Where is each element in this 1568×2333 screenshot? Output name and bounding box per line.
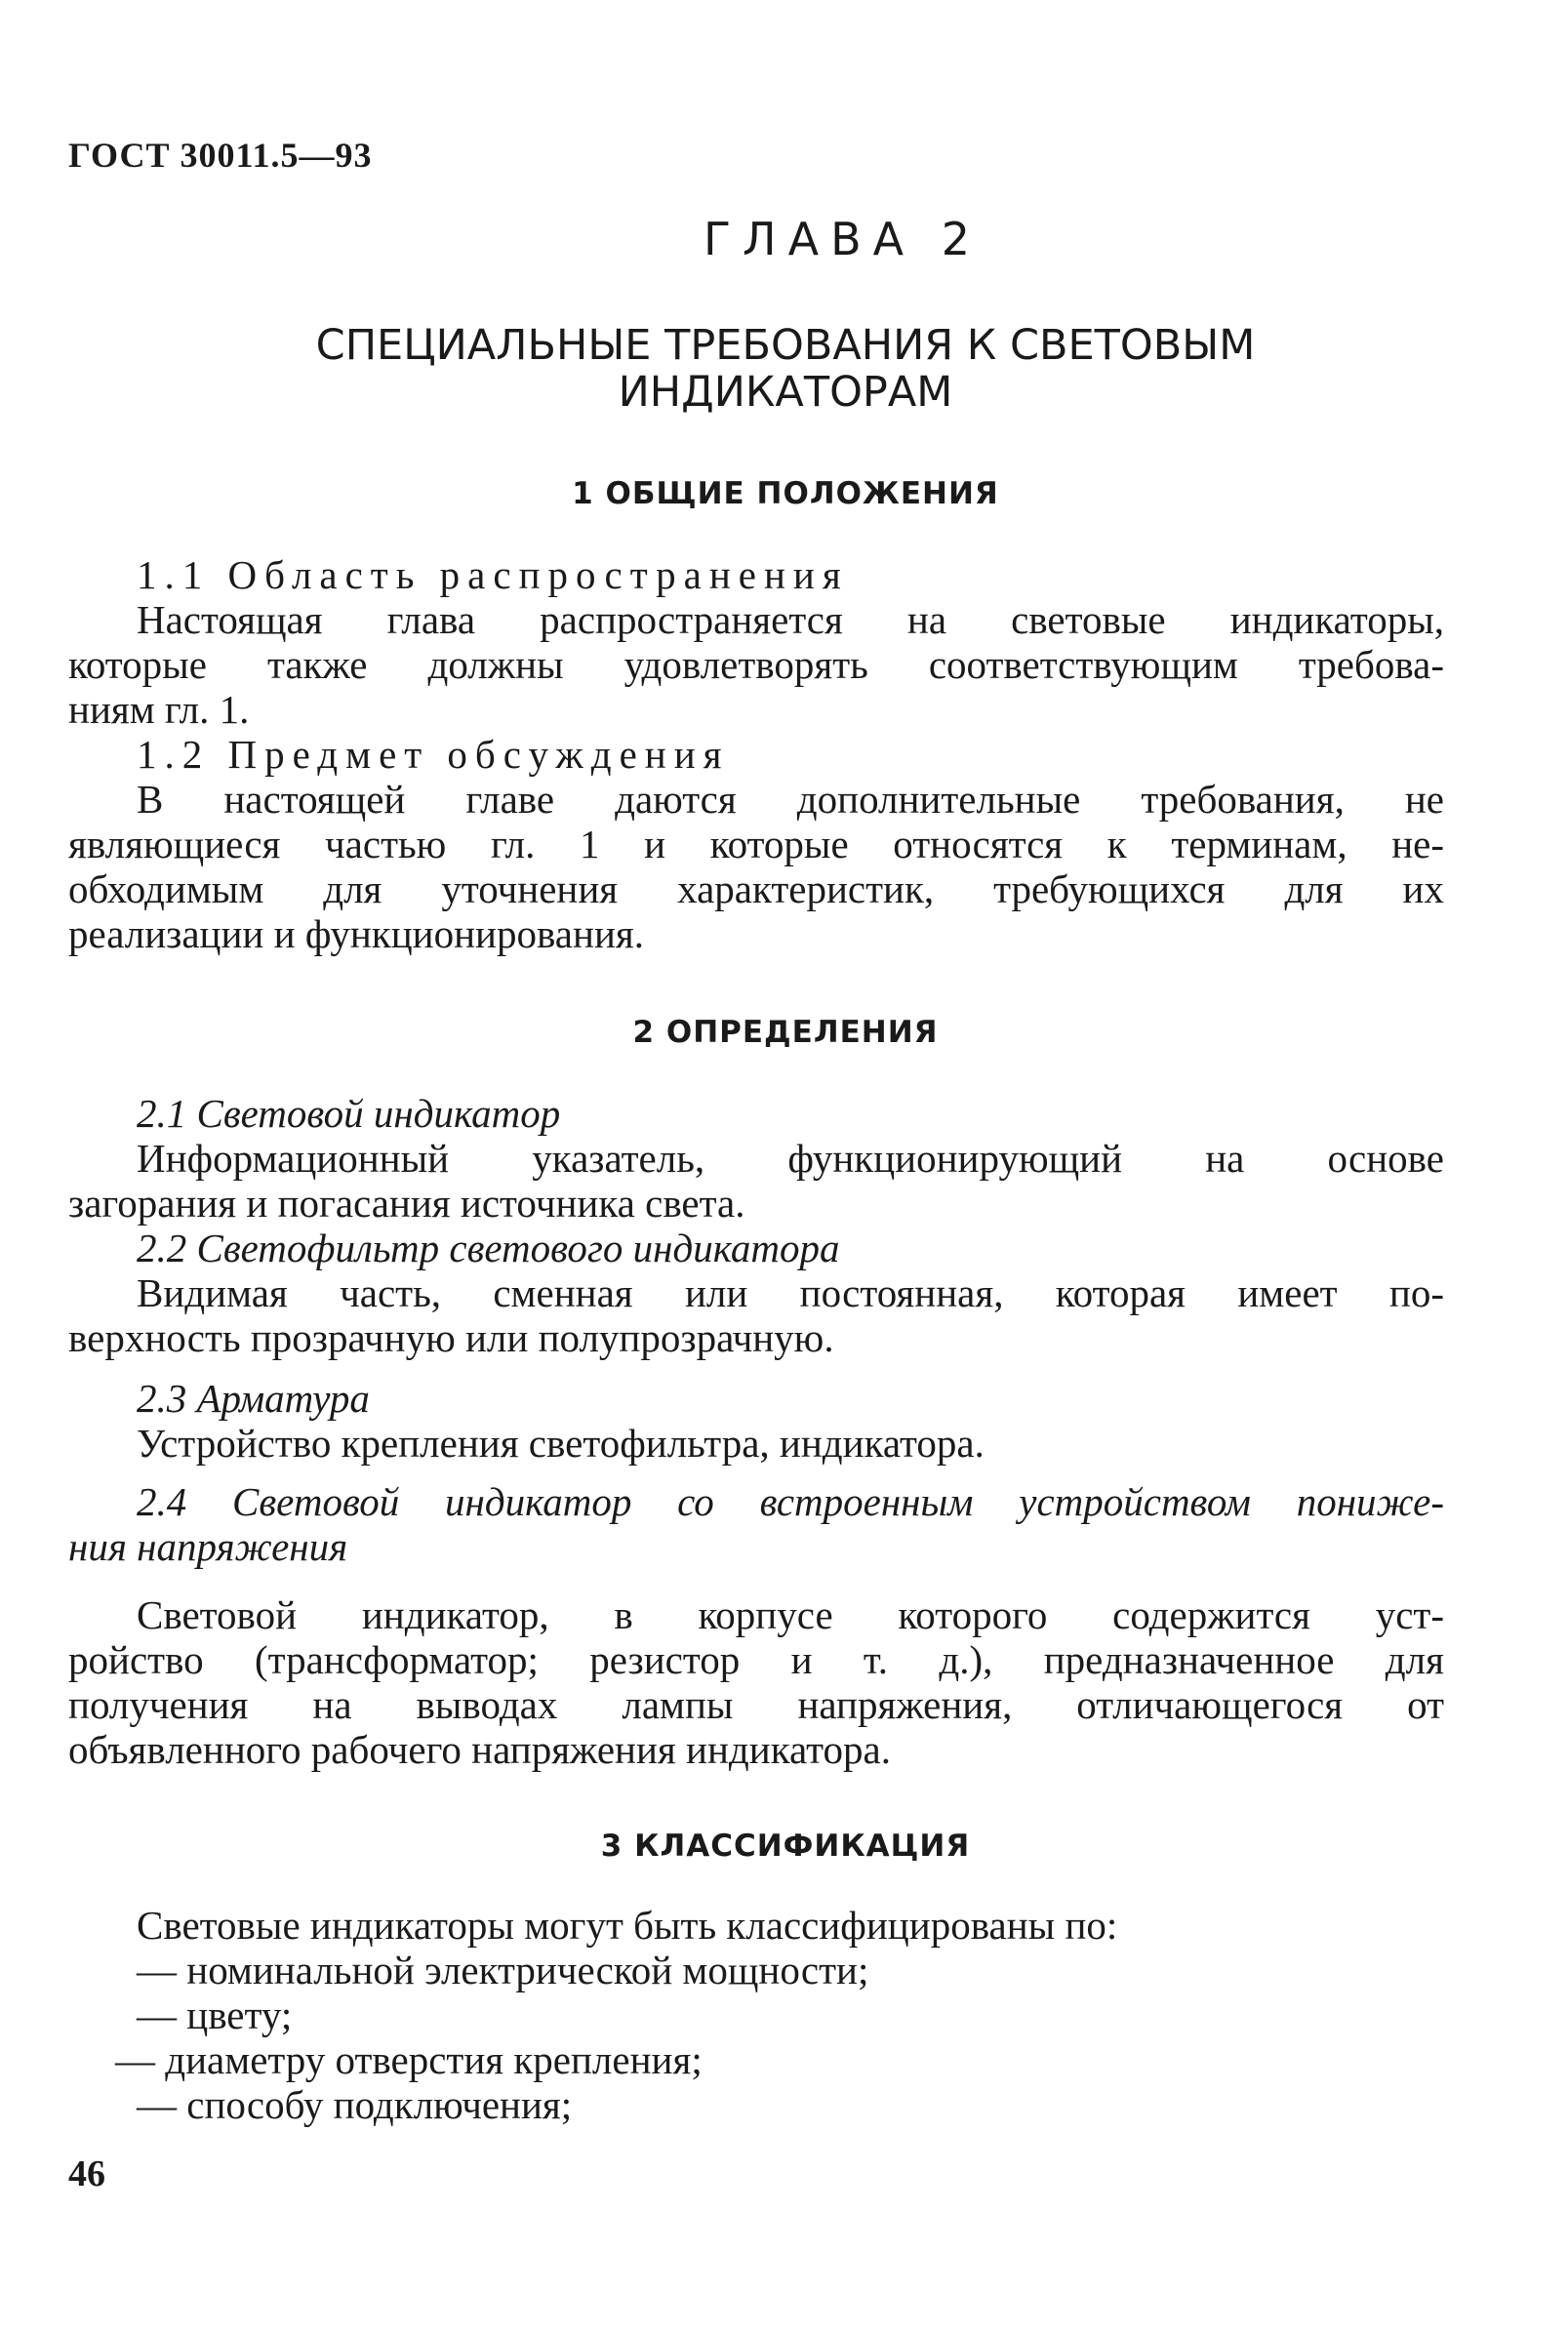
definition-2-4-title-line-2: ния напряжения bbox=[68, 1524, 348, 1569]
chapter-subtitle-line-2: ИНДИКАТОРАМ bbox=[618, 368, 953, 417]
classification-item: — цвету; bbox=[137, 1992, 293, 2037]
chapter-title: ГЛАВА 2 bbox=[703, 213, 983, 265]
classification-item: — способу подключения; bbox=[137, 2082, 573, 2127]
classification-item: — номинальной электрической мощности; bbox=[137, 1948, 869, 1992]
item-1-2-line-2: являющиеся частью гл. 1 и которые относятся к терминам, не- bbox=[68, 822, 1444, 866]
item-1-1-title: 1.1 Область распространения bbox=[137, 552, 849, 597]
chapter-subtitle bbox=[146, 322, 1425, 416]
item-1-1-line-1: Настоящая глава распространяется на световые индикаторы, bbox=[137, 597, 1444, 642]
definition-2-3-title: 2.3 Арматура bbox=[137, 1376, 370, 1421]
definition-2-2-title: 2.2 Светофильтр светового индикатора bbox=[137, 1226, 840, 1270]
section-2-heading: 2 ОПРЕДЕЛЕНИЯ bbox=[632, 1015, 939, 1050]
item-1-2-line-4: реализации и функционирования. bbox=[68, 911, 644, 956]
document-id: ГОСТ 30011.5—93 bbox=[68, 136, 373, 175]
item-1-1-line-2: которые также должны удовлетворять соответствующим требова- bbox=[68, 642, 1444, 687]
classification-intro: Световые индикаторы могут быть классифицированы по: bbox=[137, 1903, 1118, 1948]
item-1-2-title: 1.2 Предмет обсуждения bbox=[137, 732, 730, 777]
definition-2-4-line-2: ройство (трансформатор; резистор и т. д.), предназначенное для bbox=[68, 1637, 1444, 1682]
definition-2-2-line-2: верхность прозрачную или полупрозрачную. bbox=[68, 1315, 834, 1360]
chapter-subtitle-line-1: СПЕЦИАЛЬНЫЕ ТРЕБОВАНИЯ К СВЕТОВЫМ bbox=[315, 321, 1256, 370]
definition-2-3-line-1: Устройство крепления светофильтра, индикатора. bbox=[137, 1421, 985, 1466]
definition-2-4-title-line-1: 2.4 Световой индикатор со встроенным устройством пониже- bbox=[137, 1479, 1444, 1524]
item-1-2-line-3: обходимым для уточнения характеристик, требующихся для их bbox=[68, 866, 1444, 911]
definition-2-1-line-1: Информационный указатель, функционирующий на основе bbox=[137, 1136, 1444, 1181]
definition-2-1-title: 2.1 Световой индикатор bbox=[137, 1091, 561, 1136]
classification-item: — диаметру отверстия крепления; bbox=[115, 2037, 703, 2082]
section-1-heading: 1 ОБЩИЕ ПОЛОЖЕНИЯ bbox=[572, 476, 999, 511]
section-3-heading: 3 КЛАССИФИКАЦИЯ bbox=[600, 1829, 971, 1864]
item-1-1-line-3: ниям гл. 1. bbox=[68, 687, 250, 732]
item-1-2-line-1: В настоящей главе даются дополнительные требования, не bbox=[137, 777, 1444, 822]
page-number: 46 bbox=[68, 2153, 105, 2194]
definition-2-4-line-3: получения на выводах лампы напряжения, отличающегося от bbox=[68, 1682, 1444, 1727]
definition-2-2-line-1: Видимая часть, сменная или постоянная, которая имеет по- bbox=[137, 1270, 1444, 1315]
definition-2-4-line-1: Световой индикатор, в корпусе которого содержится уст- bbox=[137, 1592, 1444, 1637]
definition-2-1-line-2: загорания и погасания источника света. bbox=[68, 1181, 745, 1226]
definition-2-4-line-4: объявленного рабочего напряжения индикатора. bbox=[68, 1727, 891, 1772]
